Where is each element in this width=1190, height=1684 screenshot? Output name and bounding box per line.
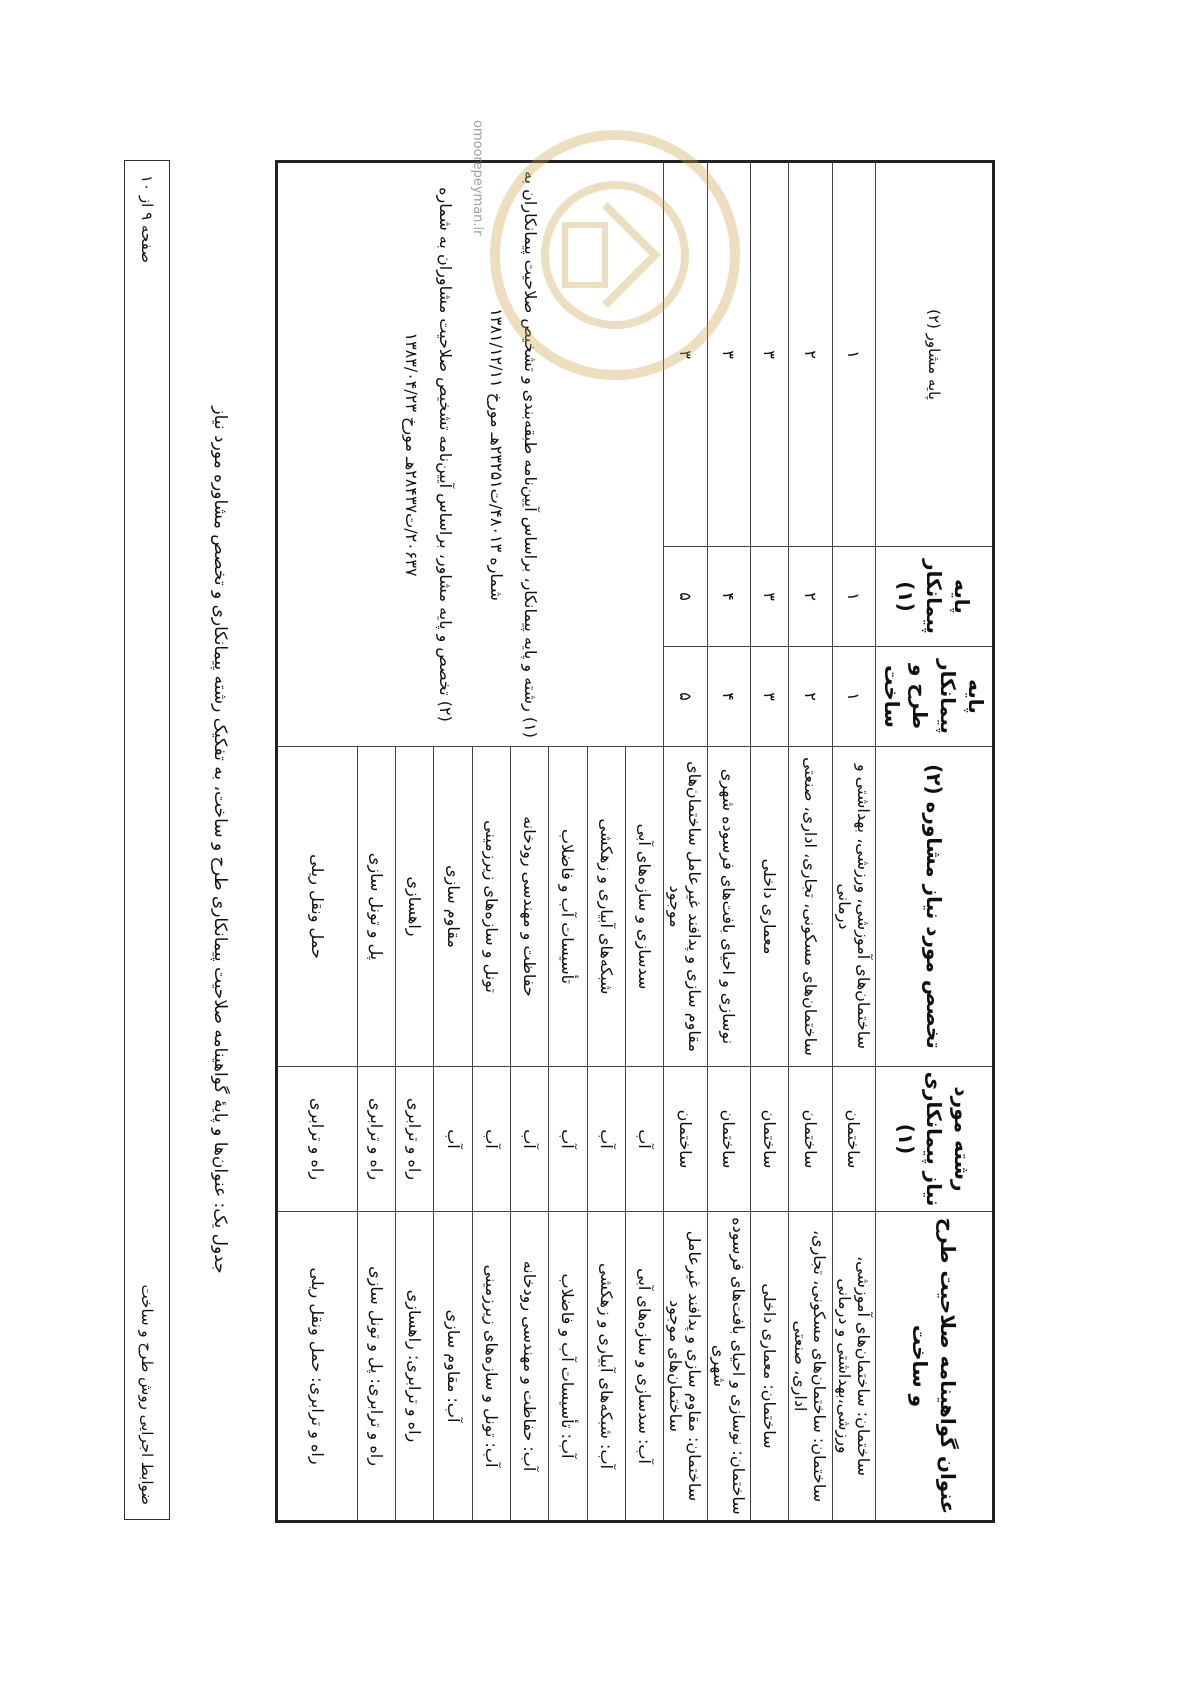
contractor-grade: ۱ xyxy=(832,547,875,647)
consultant-specialty: شبکه‌های آبیاری و زهکشی xyxy=(587,747,625,1067)
table-row xyxy=(832,162,875,1522)
cert-title: راه و ترابری: راهسازی xyxy=(396,1212,434,1522)
page-number: صفحه ۹ از ۱۰ xyxy=(138,175,156,263)
contract-field: ساختمان xyxy=(789,1067,832,1212)
contract-field: ساختمان xyxy=(750,1067,788,1212)
consultant-grade: ۱ xyxy=(832,162,875,547)
header-db-grade: پایه پیمانکار طرح و ساخت xyxy=(876,647,994,747)
header-contractor-grade: پایه پیمانکار (۱) xyxy=(876,547,994,647)
footnote-2-text: تخصص و پایه مشاور، براساس آیین‌نامه تشخیص صلاحیت مشاوران به شماره ۲۰۶۳۷/ت۲۸۴۳۷هـ مورخ ۱۳۸۳/۰۴/۲۳ xyxy=(402,187,455,696)
table-caption: جدول یک: عنوان‌ها و پایهٔ گواهینامه صلاحیت پیمانکاری طرح و ساخت، به تفکیک رشته پیمانکاری و تخصص مشاوره مورد نیاز xyxy=(210,406,230,1274)
consultant-specialty: معماری داخلی xyxy=(750,747,788,1067)
consultant-specialty: ساختمان‌های مسکونی، تجاری، اداری، صنعتی xyxy=(789,747,832,1067)
header-title: عنوان گواهینامه صلاحیت طرح و ساخت xyxy=(876,1212,994,1522)
header-specialty: تخصص مورد نیاز مشاوره (۲) xyxy=(876,747,994,1067)
cert-title: آب: تونل و سازه‌های زیرزمینی xyxy=(472,1212,510,1522)
cert-title: آب: شبکه‌های آبیاری و زهکشی xyxy=(587,1212,625,1522)
document-title: ضوابط اجرایی روش طرح و ساخت xyxy=(138,1284,156,1505)
table-row xyxy=(625,162,663,1522)
contract-field: راه و ترابری xyxy=(277,1067,358,1212)
consultant-specialty: تأسیسات آب و فاضلاب xyxy=(549,747,587,1067)
footnote-1-text: رشته و پایه پیمانکار، براساس آیین‌نامه طبقه‌بندی و تشخیص صلاحیت پیمانکاران به شماره ۴۸۰۱۳/ت۲۳۲۵۱هـ مورخ ۱۳۸۱/۱۲/۱۱ xyxy=(487,171,540,712)
contractor-grade: ۵ xyxy=(664,547,707,647)
consultant-specialty: مقاوم سازی و پدافند غیرعامل ساختمان‌های موجود xyxy=(664,747,707,1067)
contract-field: راه و ترابری xyxy=(396,1067,434,1212)
consultant-grade: ۲ xyxy=(789,162,832,547)
contractor-grade: ۲ xyxy=(789,547,832,647)
contractor-grade: ۳ xyxy=(750,547,788,647)
table-row xyxy=(789,162,832,1522)
consultant-grade: ۳ xyxy=(750,162,788,547)
cert-title: ساختمان: معماری داخلی xyxy=(750,1212,788,1522)
contract-field: راه و ترابری xyxy=(357,1067,395,1212)
table-row xyxy=(750,162,788,1522)
contract-field: آب xyxy=(625,1067,663,1212)
db-grade: ۵ xyxy=(664,647,707,747)
consultant-specialty: راهسازی xyxy=(396,747,434,1067)
header-consultant-grade: پایه مشاور (۲) xyxy=(876,162,994,547)
consultant-grade: ۳ xyxy=(707,162,750,547)
db-grade: ۴ xyxy=(707,647,750,747)
contractor-grade: ۴ xyxy=(707,547,750,647)
table-row xyxy=(707,162,750,1522)
contract-field: آب xyxy=(549,1067,587,1212)
cert-title: آب: سدسازی و سازه‌های آبی xyxy=(625,1212,663,1522)
db-grade: ۳ xyxy=(750,647,788,747)
consultant-specialty: ساختمان‌های آموزشی، ورزشی، بهداشتی و درمانی xyxy=(832,747,875,1067)
contract-field: آب xyxy=(511,1067,549,1212)
db-grade: ۱ xyxy=(832,647,875,747)
cert-title: آب: حفاظت و مهندسی رودخانه xyxy=(511,1212,549,1522)
consultant-grade: ۳ xyxy=(664,162,707,547)
consultant-specialty: حمل ونقل ریلی xyxy=(277,747,358,1067)
cert-title: آب: مقاوم سازی xyxy=(434,1212,472,1522)
cert-title: ساختمان: نوسازی و احیای بافت‌های فرسوده شهری xyxy=(707,1212,750,1522)
contract-field: ساختمان xyxy=(664,1067,707,1212)
footnotes xyxy=(277,162,664,747)
cert-title: ساختمان: ساختمان‌های آموزشی، ورزشی،بهداشتی و درمانی xyxy=(832,1212,875,1522)
consultant-specialty: نوسازی و احیای بافت‌های فرسوده شهری xyxy=(707,747,750,1067)
table-row xyxy=(664,162,707,1522)
consultant-specialty: مقاوم سازی xyxy=(434,747,472,1067)
contract-field: آب xyxy=(587,1067,625,1212)
qualification-table xyxy=(275,160,995,1523)
header-field: رشته مورد نیاز پیمانکاری (۱) xyxy=(876,1067,994,1212)
contract-field: آب xyxy=(434,1067,472,1212)
contract-field: ساختمان xyxy=(707,1067,750,1212)
footnote-2-label: (۲) xyxy=(435,700,455,722)
watermark-url: omoorepeyman.ir xyxy=(470,120,485,236)
contract-field: ساختمان xyxy=(832,1067,875,1212)
consultant-specialty: حفاظت و مهندسی رودخانه xyxy=(511,747,549,1067)
consultant-specialty: پل و تونل سازی xyxy=(357,747,395,1067)
footnote-1-label: (۱) xyxy=(520,716,540,738)
cert-title: راه و ترابری: حمل ونقل ریلی xyxy=(277,1212,358,1522)
db-grade: ۲ xyxy=(789,647,832,747)
page-header xyxy=(124,160,170,1520)
contract-field: آب xyxy=(472,1067,510,1212)
footnote-1 xyxy=(480,167,547,742)
consultant-specialty: سدسازی و سازه‌های آبی xyxy=(625,747,663,1067)
cert-title: آب: تأسیسات آب و فاضلاب xyxy=(549,1212,587,1522)
footnote-2 xyxy=(394,167,461,742)
cert-title: ساختمان: ساختمان‌های مسکونی، تجاری، اداری، صنعتی xyxy=(789,1212,832,1522)
consultant-specialty: تونل و سازه‌های زیرزمینی xyxy=(472,747,510,1067)
table-body xyxy=(277,162,876,1522)
cert-title: ساختمان: مقاوم سازی و پدافند غیرعامل ساختمان‌های موجود xyxy=(664,1212,707,1522)
cert-title: راه و ترابری: پل و تونل سازی xyxy=(357,1212,395,1522)
